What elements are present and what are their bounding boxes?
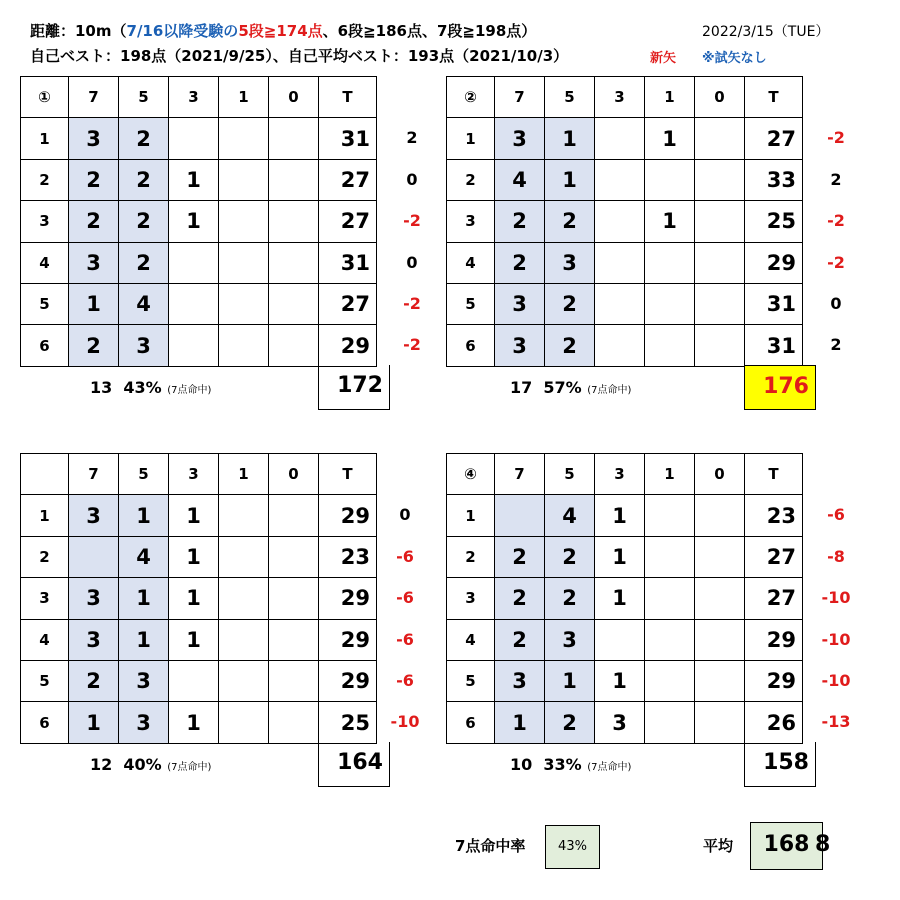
end-total: 29 (745, 242, 803, 283)
end-total: 27 (745, 578, 803, 619)
hit-count-cell (169, 118, 219, 159)
hit-count-cell (219, 495, 269, 536)
end-total: 27 (745, 536, 803, 577)
hit-count-cell: 1 (169, 619, 219, 660)
hit-count-cell (269, 242, 319, 283)
end-row (447, 242, 803, 283)
end-total: 27 (319, 201, 377, 242)
hit-count-cell (269, 578, 319, 619)
end-number: 3 (447, 578, 495, 619)
hit-count-cell: 2 (545, 536, 595, 577)
average-label: 平均 (703, 837, 734, 855)
hit-count-cell (645, 283, 695, 324)
hit-count-cell (169, 660, 219, 701)
end-diff: -6 (396, 671, 414, 690)
hit-count-cell: 3 (69, 242, 119, 283)
hit-count-cell (695, 578, 745, 619)
hit-count-cell: 3 (495, 325, 545, 366)
hit-count-cell: 2 (69, 159, 119, 200)
hit-count-cell: 2 (545, 702, 595, 743)
personal-best-line: 自己ベスト：198点（2021/9/25）、自己平均ベスト：193点（2021/10/3） (30, 47, 569, 65)
hit-count-cell (269, 201, 319, 242)
end-total: 29 (319, 619, 377, 660)
end-total: 33 (745, 159, 803, 200)
hit-count-cell (495, 495, 545, 536)
end-total: 27 (319, 283, 377, 324)
end-diff: -13 (821, 712, 851, 732)
hit-count-cell: 1 (595, 660, 645, 701)
end-row (21, 242, 377, 283)
end-number: 4 (447, 619, 495, 660)
hit-count-cell: 1 (169, 702, 219, 743)
hit-count-cell: 1 (545, 118, 595, 159)
end-total: 29 (319, 578, 377, 619)
end-diff: -10 (390, 712, 420, 732)
hit-count-cell (645, 325, 695, 366)
column-header: 5 (119, 454, 169, 495)
hit-stats (510, 378, 631, 397)
hit-count-cell (645, 660, 695, 701)
end-total: 31 (319, 242, 377, 283)
hit-count-cell (595, 118, 645, 159)
end-row (447, 495, 803, 536)
end-number: 5 (21, 660, 69, 701)
column-header: 7 (69, 454, 119, 495)
end-number: 5 (447, 283, 495, 324)
hit-count-cell (595, 325, 645, 366)
hit-count-cell (269, 118, 319, 159)
end-diff: 2 (406, 128, 418, 148)
end-total: 29 (745, 619, 803, 660)
hit-count-cell (169, 283, 219, 324)
hit-count-cell: 2 (545, 578, 595, 619)
round-total: 164 (318, 742, 390, 787)
end-diff: 0 (830, 294, 842, 313)
hit-percent: 40% (123, 754, 162, 774)
column-header: 1 (645, 454, 695, 495)
hit-count-cell: 3 (119, 660, 169, 701)
hit-count-cell: 1 (169, 159, 219, 200)
end-total: 29 (319, 660, 377, 701)
hit-percent: 43% (123, 377, 162, 397)
hit-count-cell (695, 702, 745, 743)
hit-count-cell (695, 660, 745, 701)
hit-count-cell: 2 (495, 242, 545, 283)
hit-count-cell: 1 (69, 283, 119, 324)
end-diff: -2 (827, 211, 845, 231)
end-number: 6 (21, 702, 69, 743)
hit-count-cell (695, 118, 745, 159)
hit-count-cell: 2 (545, 201, 595, 242)
end-total: 29 (319, 495, 377, 536)
hit-count-cell: 1 (595, 495, 645, 536)
hit-count-cell (219, 325, 269, 366)
hit-count-cell (219, 619, 269, 660)
hit-count-cell: 2 (495, 578, 545, 619)
end-number: 3 (21, 201, 69, 242)
end-row (447, 660, 803, 701)
average-value-box (750, 822, 823, 870)
hit-count-cell: 3 (69, 495, 119, 536)
end-diff: -2 (827, 128, 845, 148)
hit-count-cell (645, 242, 695, 283)
hit-count-cell (169, 242, 219, 283)
end-total: 25 (319, 702, 377, 743)
end-row (447, 578, 803, 619)
hit-count-cell: 3 (495, 283, 545, 324)
hit-count-cell: 2 (69, 201, 119, 242)
hit-stats (90, 378, 211, 397)
average-fraction: 8 (815, 832, 831, 857)
hit-count-cell (595, 201, 645, 242)
hit-count-cell (269, 660, 319, 701)
end-diff: -2 (403, 211, 421, 231)
end-diff: 0 (406, 169, 418, 189)
end-row (447, 159, 803, 200)
hit-count-cell (69, 536, 119, 577)
hit-note: (7点命中) (587, 384, 632, 396)
hit-count-cell: 3 (69, 619, 119, 660)
end-row (447, 118, 803, 159)
average-value: 168 (763, 832, 810, 857)
hit-count-cell: 1 (545, 159, 595, 200)
hit-count-cell (219, 283, 269, 324)
hit-count-cell: 1 (119, 578, 169, 619)
end-number: 3 (447, 201, 495, 242)
end-number: 1 (21, 495, 69, 536)
round-label: ④ (447, 454, 495, 495)
end-total: 27 (745, 118, 803, 159)
end-diff: -6 (396, 546, 414, 566)
end-row (21, 201, 377, 242)
hit-count-cell: 2 (545, 325, 595, 366)
end-row (447, 283, 803, 324)
hit-count-cell (219, 242, 269, 283)
end-number: 5 (21, 283, 69, 324)
session-date: 2022/3/15（TUE） (702, 24, 830, 40)
hit-count-cell (219, 201, 269, 242)
hit-count-cell (645, 702, 695, 743)
end-diff: -6 (827, 505, 845, 525)
end-diff: -6 (396, 588, 414, 608)
hit-count-cell (695, 619, 745, 660)
column-header: 1 (645, 77, 695, 118)
hit-count-cell: 1 (169, 201, 219, 242)
round-label (21, 454, 69, 495)
end-row (21, 536, 377, 577)
end-diff: -2 (403, 335, 421, 355)
hit-count-cell: 3 (595, 702, 645, 743)
end-number: 6 (447, 702, 495, 743)
hit-count-cell (645, 619, 695, 660)
hit-count-cell: 1 (545, 660, 595, 701)
hit-count-cell: 4 (545, 495, 595, 536)
end-number: 1 (447, 118, 495, 159)
end-row (21, 118, 377, 159)
end-total: 26 (745, 702, 803, 743)
end-number: 2 (447, 536, 495, 577)
end-total: 31 (745, 283, 803, 324)
column-header: 0 (269, 77, 319, 118)
end-row (447, 201, 803, 242)
hit-count-cell: 1 (119, 495, 169, 536)
hit-count-cell: 4 (119, 536, 169, 577)
end-total: 23 (319, 536, 377, 577)
hit-count-cell: 1 (69, 702, 119, 743)
hit-count-cell: 1 (119, 619, 169, 660)
hit-count-cell: 3 (69, 578, 119, 619)
hit-count-cell (169, 325, 219, 366)
hit-count-cell: 2 (545, 283, 595, 324)
hit-count-cell: 1 (169, 536, 219, 577)
hit-count-cell (645, 159, 695, 200)
hit-count: 10 (510, 754, 533, 774)
hit-count-cell (695, 536, 745, 577)
end-row (447, 619, 803, 660)
hit-count-cell: 2 (495, 619, 545, 660)
end-diff: -6 (396, 629, 414, 649)
end-diff: -2 (827, 252, 845, 272)
hit-count-cell (219, 536, 269, 577)
end-total: 29 (319, 325, 377, 366)
hit-count-cell (695, 495, 745, 536)
hit-percent: 57% (543, 377, 582, 397)
end-row (447, 536, 803, 577)
end-number: 6 (447, 325, 495, 366)
column-header: 5 (119, 77, 169, 118)
hit-count-cell: 2 (495, 536, 545, 577)
hit-count-cell: 3 (495, 660, 545, 701)
end-diff: 0 (399, 505, 411, 525)
hit-count-cell: 2 (119, 118, 169, 159)
end-number: 4 (447, 242, 495, 283)
column-header: 3 (169, 77, 219, 118)
new-arrow-note: 新矢 (650, 51, 677, 66)
column-header: 5 (545, 454, 595, 495)
hit-count-cell: 3 (495, 118, 545, 159)
hit-count-cell: 3 (545, 242, 595, 283)
hit-count-cell (645, 536, 695, 577)
hit-count-cell: 2 (119, 159, 169, 200)
column-header: T (745, 77, 803, 118)
hit-count-cell (595, 242, 645, 283)
end-total: 31 (745, 325, 803, 366)
hit-count-cell: 3 (119, 325, 169, 366)
end-number: 4 (21, 242, 69, 283)
column-header: 3 (595, 77, 645, 118)
hit-count-cell (595, 619, 645, 660)
hit-count-cell (269, 325, 319, 366)
hit-count-cell (645, 495, 695, 536)
hit-note: (7点命中) (587, 761, 632, 773)
hit-rate-label: 7点命中率 (455, 837, 526, 855)
end-number: 2 (447, 159, 495, 200)
hit-count-cell: 2 (69, 325, 119, 366)
column-header: T (319, 454, 377, 495)
hit-count-cell (269, 536, 319, 577)
hit-count-cell: 1 (645, 201, 695, 242)
hit-rate-value: 43% (545, 825, 600, 869)
column-header: 5 (545, 77, 595, 118)
end-row (21, 495, 377, 536)
score-table-1 (20, 76, 377, 367)
no-trial-note: ※試矢なし (702, 51, 767, 66)
hit-count: 13 (90, 377, 113, 397)
hit-count-cell (269, 283, 319, 324)
hit-count-cell: 2 (119, 242, 169, 283)
column-header: T (745, 454, 803, 495)
hit-count-cell (269, 619, 319, 660)
exam-date-note: 7/16以降受験の (126, 22, 239, 40)
end-number: 3 (21, 578, 69, 619)
hit-count-cell: 3 (69, 118, 119, 159)
score-table-4 (446, 453, 803, 744)
hit-count-cell: 1 (495, 702, 545, 743)
hit-count-cell: 1 (645, 118, 695, 159)
end-total: 25 (745, 201, 803, 242)
hit-stats (90, 755, 211, 774)
hit-count-cell (695, 283, 745, 324)
score-table-2 (446, 76, 803, 367)
hit-count-cell: 2 (119, 201, 169, 242)
hit-count-cell: 4 (495, 159, 545, 200)
hit-count-cell (219, 159, 269, 200)
dan5-requirement: 5段≧174点 (238, 22, 323, 40)
hit-stats (510, 755, 631, 774)
round-label: ① (21, 77, 69, 118)
end-number: 2 (21, 159, 69, 200)
end-diff: 0 (406, 252, 418, 272)
hit-count-cell: 1 (595, 536, 645, 577)
hit-count-cell: 1 (595, 578, 645, 619)
hit-count-cell (645, 578, 695, 619)
hit-count: 12 (90, 754, 113, 774)
end-number: 1 (21, 118, 69, 159)
end-total: 27 (319, 159, 377, 200)
end-row (447, 702, 803, 743)
round-total: 172 (318, 365, 390, 410)
hit-note: (7点命中) (167, 384, 212, 396)
end-diff: -10 (821, 588, 851, 608)
column-header: 0 (269, 454, 319, 495)
distance-label: 距離：10m（ (30, 22, 127, 40)
end-number: 5 (447, 660, 495, 701)
hit-count-cell (695, 325, 745, 366)
column-header: 7 (69, 77, 119, 118)
end-diff: -2 (403, 294, 421, 313)
hit-count-cell: 3 (545, 619, 595, 660)
hit-count-cell (695, 242, 745, 283)
hit-count-cell: 2 (69, 660, 119, 701)
hit-count-cell (269, 159, 319, 200)
end-number: 4 (21, 619, 69, 660)
end-diff: -10 (821, 671, 851, 690)
column-header: 1 (219, 77, 269, 118)
hit-count-cell: 4 (119, 283, 169, 324)
column-header: 3 (169, 454, 219, 495)
column-header: 7 (495, 77, 545, 118)
end-diff: -8 (827, 546, 845, 566)
end-diff: -10 (821, 629, 851, 649)
score-table-3 (20, 453, 377, 744)
hit-count-cell (219, 578, 269, 619)
hit-count-cell (695, 201, 745, 242)
end-row (21, 578, 377, 619)
end-row (21, 325, 377, 366)
column-header: 1 (219, 454, 269, 495)
round-total: 176 (744, 365, 816, 410)
hit-count-cell: 3 (119, 702, 169, 743)
end-row (21, 660, 377, 701)
end-total: 29 (745, 660, 803, 701)
round-total: 158 (744, 742, 816, 787)
end-number: 1 (447, 495, 495, 536)
column-header: 3 (595, 454, 645, 495)
column-header: 7 (495, 454, 545, 495)
end-diff: 2 (830, 169, 842, 189)
hit-count-cell (595, 159, 645, 200)
column-header: T (319, 77, 377, 118)
end-row (447, 325, 803, 366)
round-label: ② (447, 77, 495, 118)
end-diff: 2 (830, 335, 842, 355)
distance-line (30, 20, 536, 41)
hit-count-cell (595, 283, 645, 324)
hit-count-cell (219, 660, 269, 701)
end-row (21, 283, 377, 324)
dan-requirements: 、6段≧186点、7段≧198点） (322, 22, 537, 40)
end-row (21, 159, 377, 200)
end-total: 23 (745, 495, 803, 536)
end-row (21, 619, 377, 660)
hit-count-cell (695, 159, 745, 200)
end-total: 31 (319, 118, 377, 159)
hit-count-cell: 2 (495, 201, 545, 242)
hit-note: (7点命中) (167, 761, 212, 773)
end-row (21, 702, 377, 743)
hit-count-cell: 1 (169, 495, 219, 536)
column-header: 0 (695, 77, 745, 118)
hit-count-cell (219, 118, 269, 159)
hit-count-cell (269, 495, 319, 536)
hit-count-cell (269, 702, 319, 743)
hit-percent: 33% (543, 754, 582, 774)
hit-count-cell: 1 (169, 578, 219, 619)
end-number: 2 (21, 536, 69, 577)
hit-count-cell (219, 702, 269, 743)
hit-count: 17 (510, 377, 533, 397)
end-number: 6 (21, 325, 69, 366)
column-header: 0 (695, 454, 745, 495)
